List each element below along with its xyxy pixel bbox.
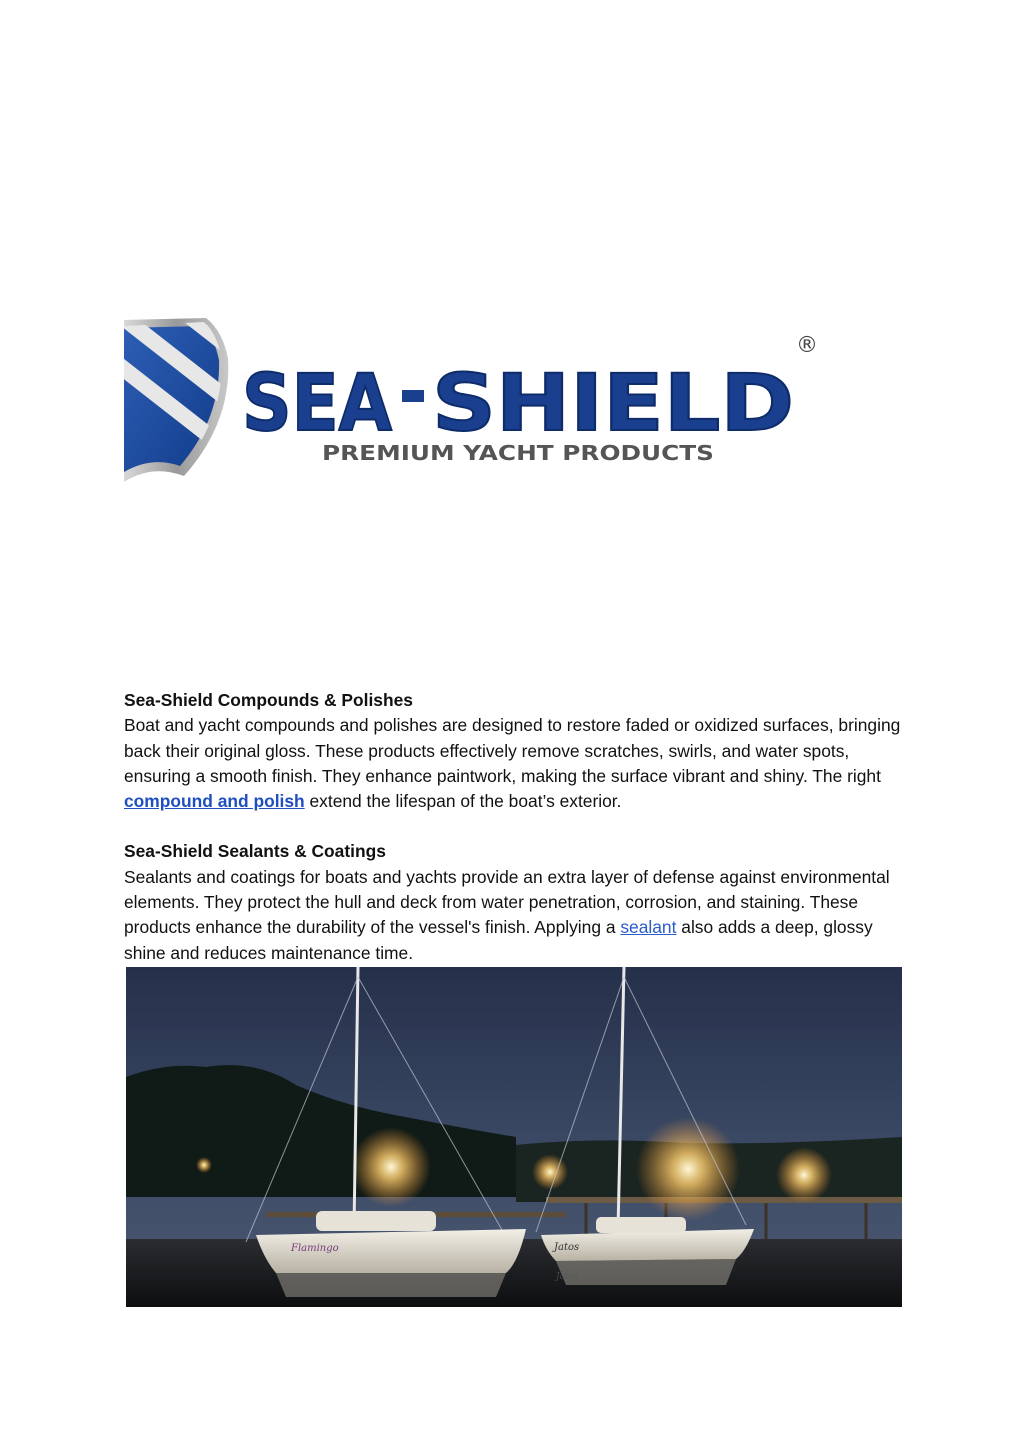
section-compounds-polishes [124, 688, 914, 814]
paragraph-text-end: also adds a deep, glossy shine and reduces maintenance time. [124, 917, 873, 963]
paragraph-text: Boat and yacht compounds and polishes are designed to restore faded or oxidized surfaces, bringing back their original gloss. These products effectively remove scratches, swirls, and water spots, ensuring a smooth finish. They enhance paintwork, making the surface vibrant and shiny. The right [124, 715, 901, 786]
yachts-night-photo [126, 967, 902, 1307]
section-paragraph [124, 713, 914, 814]
compound-and-polish-link[interactable]: compound and polish [124, 791, 305, 812]
section-sealants-coatings [124, 839, 914, 965]
wordmark-sea: SEA [242, 359, 392, 449]
boat-left-name: Flamingo [291, 1243, 339, 1254]
paragraph-text-end: extend the lifespan of the boat’s exterior. [304, 791, 622, 812]
wordmark-dash [402, 390, 424, 402]
boat-right-reflection: Jatos [556, 1272, 579, 1282]
photo-graphic [126, 967, 902, 1307]
sea-shield-logo [124, 318, 818, 482]
wordmark-shield: SHIELD [432, 359, 794, 449]
section-heading: Sea-Shield Sealants & Coatings [124, 841, 386, 862]
document-body [124, 688, 914, 991]
logo-graphic [124, 318, 818, 482]
registered-mark: ® [796, 333, 818, 358]
section-paragraph [124, 865, 914, 966]
paragraph-text: Sealants and coatings for boats and yachts provide an extra layer of defense against environmental elements. They protect the hull and deck from water penetration, corrosion, and staining. These products enhance the durability of the vessel's finish. Applying a [124, 866, 890, 938]
boat-right-name: Jatos [554, 1242, 580, 1253]
section-heading: Sea-Shield Compounds & Polishes [124, 690, 413, 710]
logo-tagline: PREMIUM YACHT PRODUCTS [322, 441, 714, 465]
sealant-link[interactable]: sealant [620, 917, 677, 938]
